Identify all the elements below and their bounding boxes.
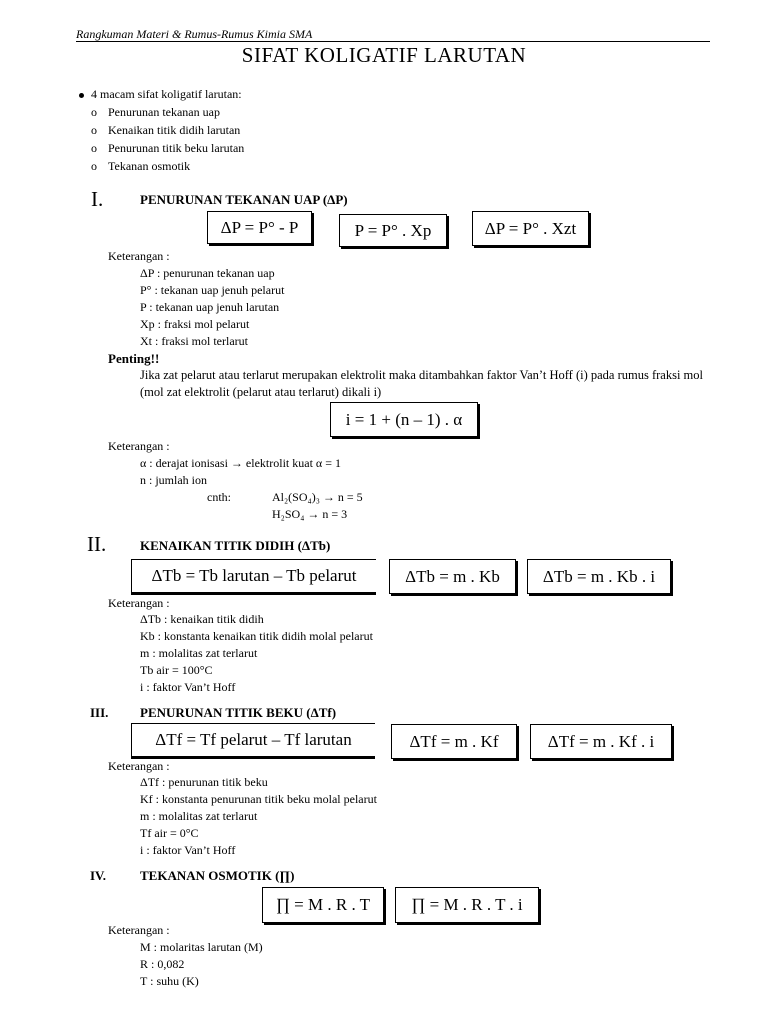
intro-lead: 4 macam sifat koligatif larutan: — [91, 87, 242, 101]
page-title: SIFAT KOLIGATIF LARUTAN — [241, 43, 527, 67]
bullet-icon — [79, 93, 84, 98]
list-marker: o — [91, 141, 97, 155]
note-line: Kf : konstanta penurunan titik beku molal pelarut — [140, 792, 377, 806]
list-marker: o — [91, 159, 97, 173]
formula-box: ΔTb = m . Kb — [389, 559, 516, 594]
note-line: n : jumlah ion — [140, 473, 207, 487]
formula-box: P = P° . Xp — [339, 214, 447, 247]
list-item: Kenaikan titik didih larutan — [108, 123, 241, 137]
formula-box: ΔTb = Tb larutan – Tb pelarut — [131, 559, 376, 593]
note-line: P : tekanan uap jenuh larutan — [140, 300, 280, 314]
section-number: I. — [91, 187, 104, 211]
note-line: Kb : konstanta kenaikan titik didih molal pelarut — [140, 629, 373, 643]
note-line: M : molaritas larutan (M) — [140, 940, 263, 954]
note-line: i : faktor Van’t Hoff — [140, 843, 236, 857]
note-line: Xt : fraksi mol terlarut — [140, 334, 248, 348]
section-heading: TEKANAN OSMOTIK (∏) — [140, 868, 295, 883]
note-line: i : faktor Van’t Hoff — [140, 680, 236, 694]
note-line: m : molalitas zat terlarut — [140, 809, 258, 823]
section-number: III. — [90, 705, 109, 720]
formula-box: ΔTb = m . Kb . i — [527, 559, 671, 594]
formula-box: ∏ = M . R . T . i — [395, 887, 539, 923]
note-line: ΔTf : penurunan titik beku — [140, 775, 268, 789]
example-line: Al₂(SO₄)₃ → n = 5 — [272, 490, 363, 504]
formula-box: ΔP = P° . Xzt — [472, 211, 589, 246]
section-number: IV. — [90, 868, 107, 883]
header-rule — [76, 41, 710, 42]
note-line: Xp : fraksi mol pelarut — [140, 317, 250, 331]
note-line: R : 0,082 — [140, 957, 185, 971]
formula-box: ΔTf = Tf pelarut – Tf larutan — [131, 723, 375, 757]
keterangan-label: Keterangan : — [108, 596, 170, 610]
note-line: Tf air = 0°C — [140, 826, 199, 840]
keterangan-label: Keterangan : — [108, 759, 170, 773]
note-line: α : derajat ionisasi → elektrolit kuat α = 1 — [140, 456, 341, 470]
keterangan-label: Keterangan : — [108, 923, 170, 937]
note-line: ΔP : penurunan tekanan uap — [140, 266, 275, 280]
penting-label: Penting!! — [108, 351, 160, 366]
note-line: ΔTb : kenaikan titik didih — [140, 612, 264, 626]
list-item: Penurunan tekanan uap — [108, 105, 220, 119]
formula-box: ΔP = P° - P — [207, 211, 312, 244]
section-heading: KENAIKAN TITIK DIDIH (ΔTb) — [140, 538, 331, 553]
vant-hoff-formula-box: i = 1 + (n – 1) . α — [330, 402, 478, 437]
formula-box: ΔTf = m . Kf — [391, 724, 517, 759]
section-number: II. — [87, 532, 107, 556]
list-item: Tekanan osmotik — [108, 159, 191, 173]
list-marker: o — [91, 123, 97, 137]
keterangan-label: Keterangan : — [108, 439, 170, 453]
penting-paragraph: Jika zat pelarut atau terlarut merupakan elektrolit maka ditambahkan faktor Van’t Hoff (i) pada rumus fraksi mol (mol zat elektrolit (pelarut atau terlarut) dikali i) — [140, 368, 704, 399]
list-marker: o — [91, 105, 97, 119]
note-line: m : molalitas zat terlarut — [140, 646, 258, 660]
page-header-text: Rangkuman Materi & Rumus-Rumus Kimia SMA — [76, 27, 313, 41]
formula-box: ∏ = M . R . T — [262, 887, 384, 923]
list-item: Penurunan titik beku larutan — [108, 141, 245, 155]
note-line: Tb air = 100°C — [140, 663, 213, 677]
keterangan-label: Keterangan : — [108, 249, 170, 263]
note-line: T : suhu (K) — [140, 974, 199, 988]
section-heading: PENURUNAN TITIK BEKU (ΔTf) — [140, 705, 337, 720]
example-line: H₂SO₄ → n = 3 — [272, 507, 348, 521]
example-label: cnth: — [207, 490, 231, 504]
formula-box: ΔTf = m . Kf . i — [530, 724, 672, 759]
note-line: P° : tekanan uap jenuh pelarut — [140, 283, 285, 297]
section-heading: PENURUNAN TEKANAN UAP (ΔP) — [140, 192, 348, 207]
